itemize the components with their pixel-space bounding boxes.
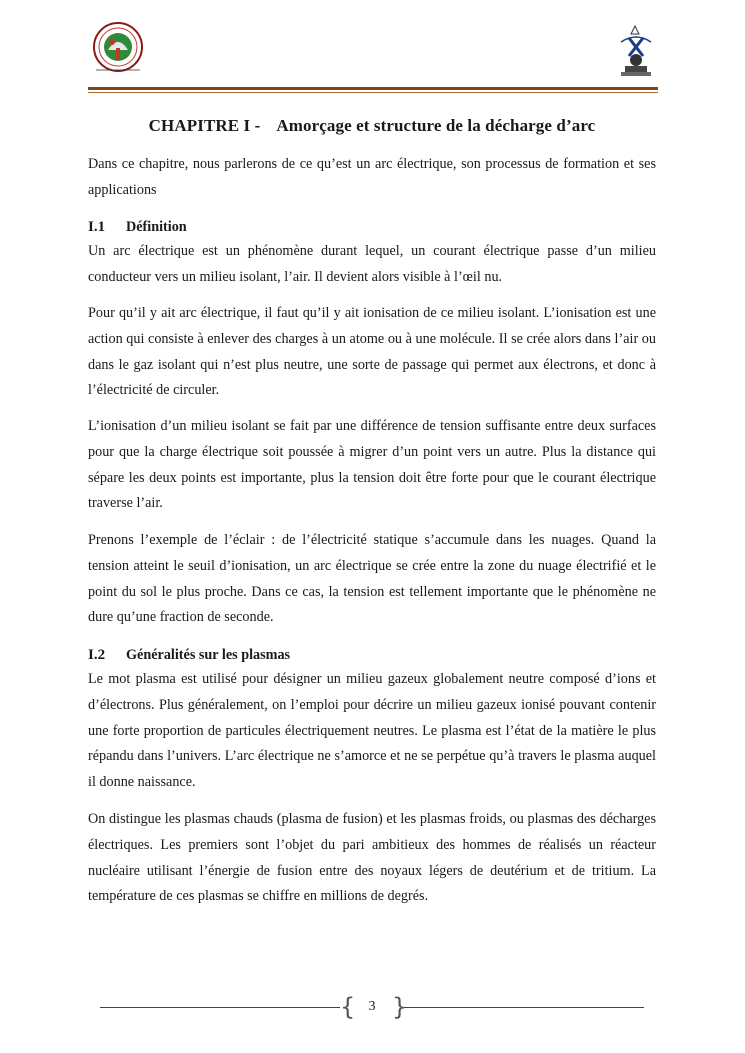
footer-rule-right	[402, 1007, 644, 1008]
paragraph: Le mot plasma est utilisé pour désigner un milieu gazeux globalement neutre composé d’ions et d’électrons. Plus généralement, on l’emploi pour décrire un milieu gazeux ionisé pouvant contenir une forte proportion de particules électriquement neutres. Le plasma est l’état de la matière le plus répandu dans l’univers. L’arc électrique ne s’amorce et ne se perpétue qu’à travers le plasma auquel il donne naissance.	[88, 671, 656, 791]
section-heading-plasmas	[88, 645, 656, 665]
footer-rule-left	[100, 1007, 340, 1008]
footer-bracket-right-icon: }	[392, 993, 408, 1021]
paragraph: Pour qu’il y ait arc électrique, il faut qu’il y ait ionisation de ce milieu isolant. L’ionisation est une action qui consiste à enlever des charges à un atome ou à une molécule. Il se crée alors dans l’air ou dans le gaz isolant qui n’est plus neutre, une sorte de passage qui permet aux électrons, et donc à l’électricité de circuler.	[88, 305, 656, 399]
header-rule-thin	[88, 92, 658, 93]
page-number: 3	[368, 999, 376, 1014]
chapter-heading: Amorçage et structure de la décharge d’arc	[276, 116, 596, 135]
intro-paragraph: Dans ce chapitre, nous parlerons de ce qu’est un arc électrique, son processus de formation et ses applications	[88, 156, 656, 198]
section-title: Définition	[126, 219, 187, 235]
university-seal-icon	[88, 20, 148, 76]
paragraph: Prenons l’exemple de l’éclair : de l’électricité statique s’accumule dans les nuages. Quand la tension atteint le seuil d’ionisation, un arc électrique se crée entre la zone du nuage électrifié et le point du sol le plus proche. Dans ce cas, la tension est tellement importante que le phénomène ne dure qu’une fraction de seconde.	[88, 532, 656, 626]
section-title: Généralités sur les plasmas	[126, 647, 291, 663]
header-rule-thick	[88, 87, 658, 90]
department-emblem-icon	[611, 22, 661, 80]
footer-bracket-left-icon: {	[340, 993, 356, 1021]
paragraph: L’ionisation d’un milieu isolant se fait par une différence de tension suffisante entre deux surfaces pour que la charge électrique soit poussée à migrer d’un point vers un autre. Plus la distance qui sépare les deux points est importante, plus la tension doit être forte pour que le courant électrique traverse l’air.	[88, 418, 656, 512]
section-number: I.1	[88, 219, 106, 235]
section-number: I.2	[88, 647, 106, 663]
paragraph: Un arc électrique est un phénomène durant lequel, un courant électrique passe d’un milieu conducteur vers un milieu isolant, l’air. Il devient alors visible à l’œil nu.	[88, 243, 656, 285]
section-heading-definition	[88, 217, 656, 237]
chapter-title	[88, 116, 656, 136]
paragraph: On distingue les plasmas chauds (plasma de fusion) et les plasmas froids, ou plasmas des décharges électriques. Les premiers sont l’objet du pari ambitieux des hommes de réalisés un réacteur nucléaire utilisant l’énergie de fusion entre des noyaux légers de deutérium et de tritium. La température de ces plasmas se chiffre en millions de degrés.	[88, 811, 656, 905]
chapter-label: CHAPITRE I -	[148, 116, 261, 135]
